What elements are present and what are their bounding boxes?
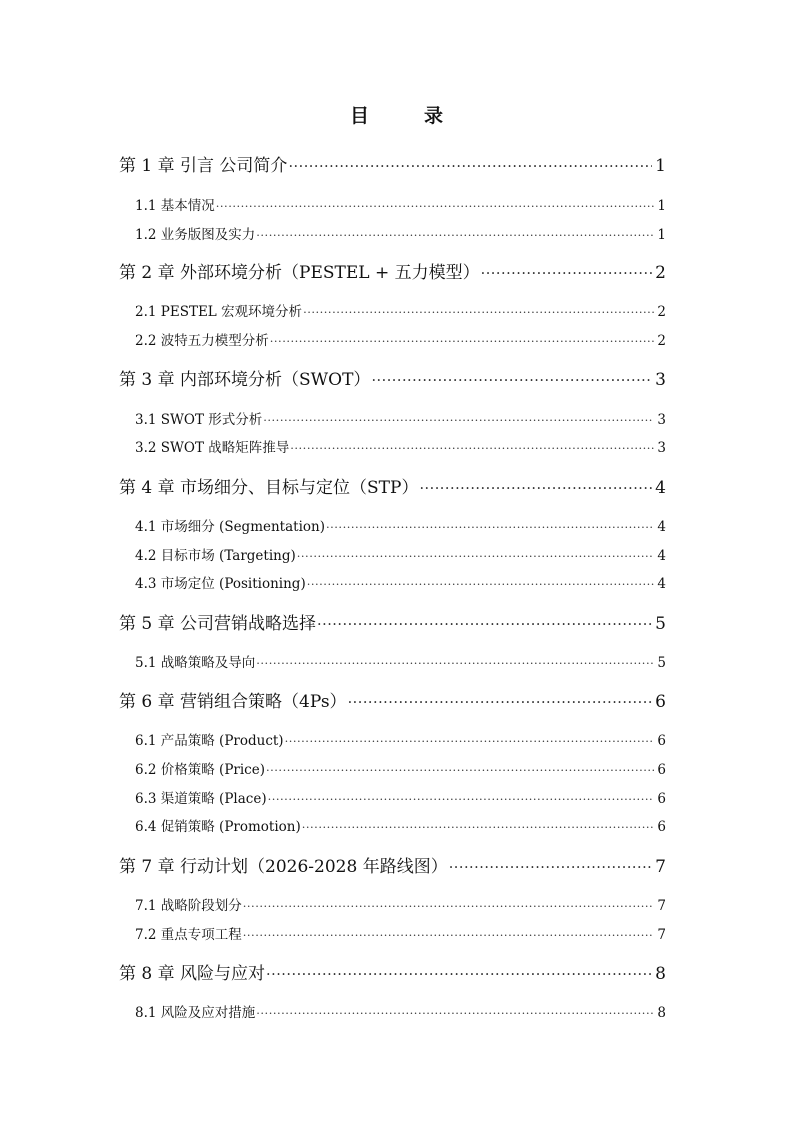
toc-page-number: 3 [657, 440, 666, 456]
toc-page-number: 1 [657, 227, 666, 243]
toc-section-4-3[interactable] [135, 574, 666, 594]
dot-leader [288, 155, 652, 179]
toc-page-number: 7 [657, 898, 666, 914]
toc-entry-label: 6.3 渠道策略 (Place) [135, 791, 267, 807]
dot-leader [266, 963, 652, 987]
toc-section-3-2[interactable] [135, 438, 666, 458]
dot-leader [263, 410, 654, 430]
dot-leader [256, 1003, 654, 1023]
dot-leader [290, 438, 654, 458]
dot-leader [270, 331, 655, 351]
toc-page-number: 4 [657, 548, 666, 564]
toc-entry-label: 4.1 市场细分 (Segmentation) [135, 519, 325, 535]
toc-chapter-3[interactable] [119, 368, 666, 393]
dot-leader [297, 546, 655, 566]
toc-section-6-4[interactable] [135, 817, 666, 837]
toc-entry-label: 3.2 SWOT 战略矩阵推导 [135, 440, 290, 456]
toc-section-7-1[interactable] [135, 896, 666, 916]
toc-entry-label: 第 6 章 营销组合策略（4Ps） [119, 692, 347, 712]
toc-section-2-1[interactable] [135, 302, 666, 322]
dot-leader [216, 196, 655, 216]
toc-page-number: 6 [657, 819, 666, 835]
toc-chapter-4[interactable] [119, 476, 666, 501]
dot-leader [268, 789, 655, 809]
toc-section-1-1[interactable] [135, 196, 666, 216]
dot-leader [256, 225, 654, 245]
toc-entry-label: 第 4 章 市场细分、目标与定位（STP） [119, 478, 419, 498]
toc-section-4-2[interactable] [135, 546, 666, 566]
dot-leader [317, 613, 652, 637]
toc-page-number: 5 [655, 614, 666, 634]
toc-page-number: 6 [657, 762, 666, 778]
toc-page-number: 2 [655, 263, 666, 283]
toc-section-1-2[interactable] [135, 225, 666, 245]
toc-entry-label: 7.2 重点专项工程 [135, 927, 242, 943]
toc-page-number: 7 [657, 927, 666, 943]
toc-entry-label: 5.1 战略策略及导向 [135, 655, 256, 671]
toc-entry-label: 1.2 业务版图及实力 [135, 227, 256, 243]
toc-chapter-7[interactable] [119, 855, 666, 880]
dot-leader [243, 896, 655, 916]
toc-chapter-5[interactable] [119, 612, 666, 637]
toc-page-number: 3 [657, 412, 666, 428]
toc-entry-label: 第 2 章 外部环境分析（PESTEL + 五力模型） [119, 263, 480, 283]
toc-entry-label: 3.1 SWOT 形式分析 [135, 412, 263, 428]
toc-entry-label: 第 7 章 行动计划（2026-2028 年路线图） [119, 857, 448, 877]
toc-page-number: 2 [657, 304, 666, 320]
toc-chapter-2[interactable] [119, 261, 666, 286]
toc-section-5-1[interactable] [135, 653, 666, 673]
toc-entry-label: 第 3 章 内部环境分析（SWOT） [119, 370, 371, 390]
dot-leader [256, 653, 654, 673]
dot-leader [243, 925, 655, 945]
toc-section-3-1[interactable] [135, 410, 666, 430]
dot-leader [302, 817, 655, 837]
toc-page-number: 4 [655, 478, 666, 498]
toc-entry-label: 8.1 风险及应对措施 [135, 1005, 256, 1021]
toc-page-number: 2 [657, 333, 666, 349]
toc-entry-label: 2.1 PESTEL 宏观环境分析 [135, 304, 303, 320]
toc-page-number: 7 [655, 857, 666, 877]
dot-leader [371, 369, 652, 393]
toc-entry-label: 第 5 章 公司营销战略选择 [119, 614, 317, 634]
dot-leader [303, 302, 654, 322]
toc-page-number: 4 [657, 576, 666, 592]
toc-entry-label: 4.3 市场定位 (Positioning) [135, 576, 306, 592]
toc-section-6-1[interactable] [135, 731, 666, 751]
dot-leader [348, 691, 653, 715]
toc-page-number: 6 [657, 733, 666, 749]
toc-chapter-6[interactable] [119, 690, 666, 715]
toc-title: 目 录 [349, 105, 461, 127]
toc-section-4-1[interactable] [135, 517, 666, 537]
toc-entry-label: 6.4 促销策略 (Promotion) [135, 819, 301, 835]
dot-leader [481, 262, 653, 286]
toc-section-8-1[interactable] [135, 1003, 666, 1023]
dot-leader [419, 477, 652, 501]
dot-leader [326, 517, 654, 537]
dot-leader [266, 760, 654, 780]
toc-section-6-3[interactable] [135, 789, 666, 809]
toc-entry-label: 6.2 价格策略 (Price) [135, 762, 265, 778]
toc-page-number: 1 [655, 156, 666, 176]
dot-leader [285, 731, 655, 751]
toc-page-number: 1 [657, 198, 666, 214]
toc-entry-label: 2.2 波特五力模型分析 [135, 333, 269, 349]
toc-entry-label: 7.1 战略阶段划分 [135, 898, 242, 914]
dot-leader [307, 574, 655, 594]
dot-leader [449, 856, 652, 880]
toc-entry-label: 第 8 章 风险与应对 [119, 964, 266, 984]
toc-section-2-2[interactable] [135, 331, 666, 351]
toc-page-number: 6 [657, 791, 666, 807]
toc-entry-label: 1.1 基本情况 [135, 198, 215, 214]
toc-page-number: 4 [657, 519, 666, 535]
toc-entry-label: 第 1 章 引言 公司简介 [119, 156, 288, 176]
toc-section-6-2[interactable] [135, 760, 666, 780]
toc-page-number: 5 [657, 655, 666, 671]
toc-page-number: 6 [655, 692, 666, 712]
toc-page-number: 8 [657, 1005, 666, 1021]
toc-entry-label: 6.1 产品策略 (Product) [135, 733, 284, 749]
toc-page-number: 8 [655, 964, 666, 984]
toc-section-7-2[interactable] [135, 925, 666, 945]
toc-chapter-1[interactable] [119, 154, 666, 179]
toc-entry-label: 4.2 目标市场 (Targeting) [135, 548, 296, 564]
toc-chapter-8[interactable] [119, 962, 666, 987]
toc-page-number: 3 [655, 370, 666, 390]
